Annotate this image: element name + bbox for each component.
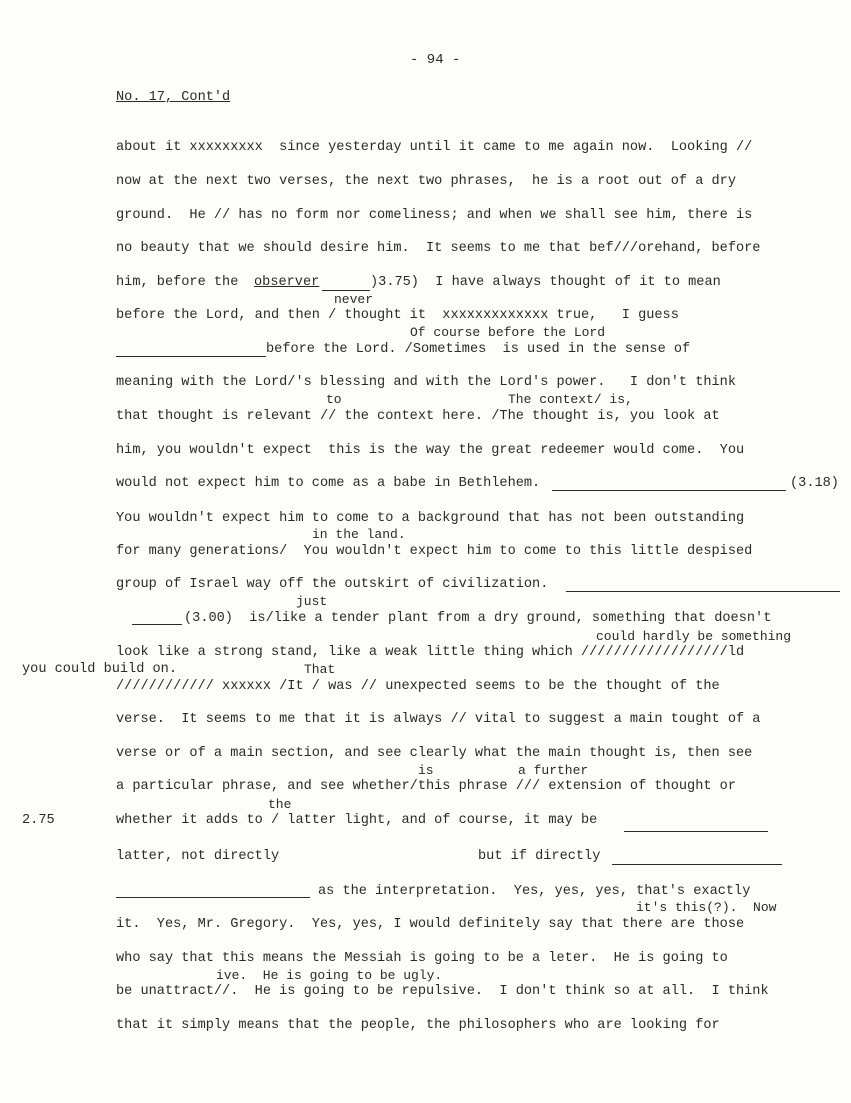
insertion-to: to (326, 392, 342, 407)
insertion-the: the (268, 797, 292, 812)
text-line-12: You wouldn't expect him to come to a background that has not been outstanding (116, 511, 745, 526)
text-line-19: verse or of a main section, and see clearly what the main thought is, then see (116, 746, 753, 761)
text-line-3: ground. He // has no form nor comeliness; and when we shall see him, there is (116, 208, 753, 223)
insertion-is: is (418, 763, 434, 778)
text-line-5-end: )3.75) I have always thought of it to mean (370, 275, 721, 290)
insertion-its-this: it's this(?). Now (636, 900, 777, 915)
text-line-14: group of Israel way off the outskirt of civilization. (116, 577, 549, 592)
text-line-13: for many generations/ You wouldn't expect him to come to this little despised (116, 544, 753, 559)
text-line-8: meaning with the Lord/'s blessing and with the Lord's power. I don't think (116, 375, 736, 390)
text-line-2: now at the next two verses, the next two phrases, he is a root out of a dry (116, 174, 736, 189)
insertion-could-hardly: could hardly be something (596, 629, 792, 644)
text-line-20: a particular phrase, and see whether/this phrase /// extension of thought or (116, 779, 736, 794)
text-line-25: who say that this means the Messiah is going to be a leter. He is going to (116, 951, 728, 966)
text-line-18: verse. It seems to me that it is always // vital to suggest a main tought of a (116, 712, 761, 727)
text-line-17: //////////// xxxxxx /It / was // unexpected seems to be the thought of the (116, 679, 720, 694)
text-line-7: before the Lord. /Sometimes is used in the sense of (266, 342, 691, 357)
text-line-5-start: him, before the (116, 275, 247, 290)
text-line-23: as the interpretation. Yes, yes, yes, that's exactly (318, 884, 751, 899)
insertion-ive: ive. He is going to be ugly. (216, 968, 443, 983)
blank-line (566, 591, 840, 592)
blank-line (132, 624, 182, 625)
margin-note-build-on: you could build on. (22, 662, 177, 677)
text-line-26: be unattract//. He is going to be repulsive. I don't think so at all. I think (116, 984, 769, 999)
text-line-11: would not expect him to come as a babe in Bethlehem. (116, 476, 541, 491)
blank-line (552, 490, 786, 491)
text-line-21: whether it adds to / latter light, and of course, it may be (116, 813, 598, 828)
text-line-15: (3.00) is/like a tender plant from a dry ground, something that doesn't (184, 611, 772, 626)
blank-line (322, 290, 370, 291)
margin-note-score: 2.75 (22, 813, 55, 828)
text-line-5-blank-word: observer (254, 275, 320, 290)
text-line-10: him, you wouldn't expect this is the way the great redeemer would come. You (116, 443, 745, 458)
text-line-4: no beauty that we should desire him. It seems to me that bef///orehand, before (116, 241, 761, 256)
page-number: - 94 - (410, 52, 461, 68)
insertion-a-further: a further (518, 763, 589, 778)
text-line-1: about it xxxxxxxxx since yesterday until it came to me again now. Looking // (116, 140, 753, 155)
text-line-22-start: latter, not directly (116, 849, 280, 864)
text-line-6: before the Lord, and then / thought it xxxxxxxxxxxxx true, I guess (116, 308, 679, 323)
insertion-in-the-land: in the land. (312, 527, 406, 542)
text-line-27: that it simply means that the people, the philosophers who are looking for (116, 1018, 720, 1033)
insertion-just: just (296, 594, 328, 609)
insertion-context: The context/ is, (508, 392, 633, 407)
blank-line (612, 864, 782, 865)
document-header: No. 17, Cont'd (116, 90, 231, 105)
insertion-that: That (304, 662, 336, 677)
text-line-9: that thought is relevant // the context here. /The thought is, you look at (116, 409, 720, 424)
text-line-22-end: but if directly (478, 849, 601, 864)
blank-line (116, 356, 266, 357)
right-note: (3.18) (790, 476, 839, 491)
text-line-16: look like a strong stand, like a weak little thing which //////////////////ld (116, 645, 745, 660)
insertion-never: never (334, 292, 374, 307)
blank-line (116, 897, 310, 898)
insertion-of-course: Of course before the Lord (410, 325, 606, 340)
text-line-24: it. Yes, Mr. Gregory. Yes, yes, I would definitely say that there are those (116, 917, 745, 932)
blank-line (624, 831, 768, 832)
